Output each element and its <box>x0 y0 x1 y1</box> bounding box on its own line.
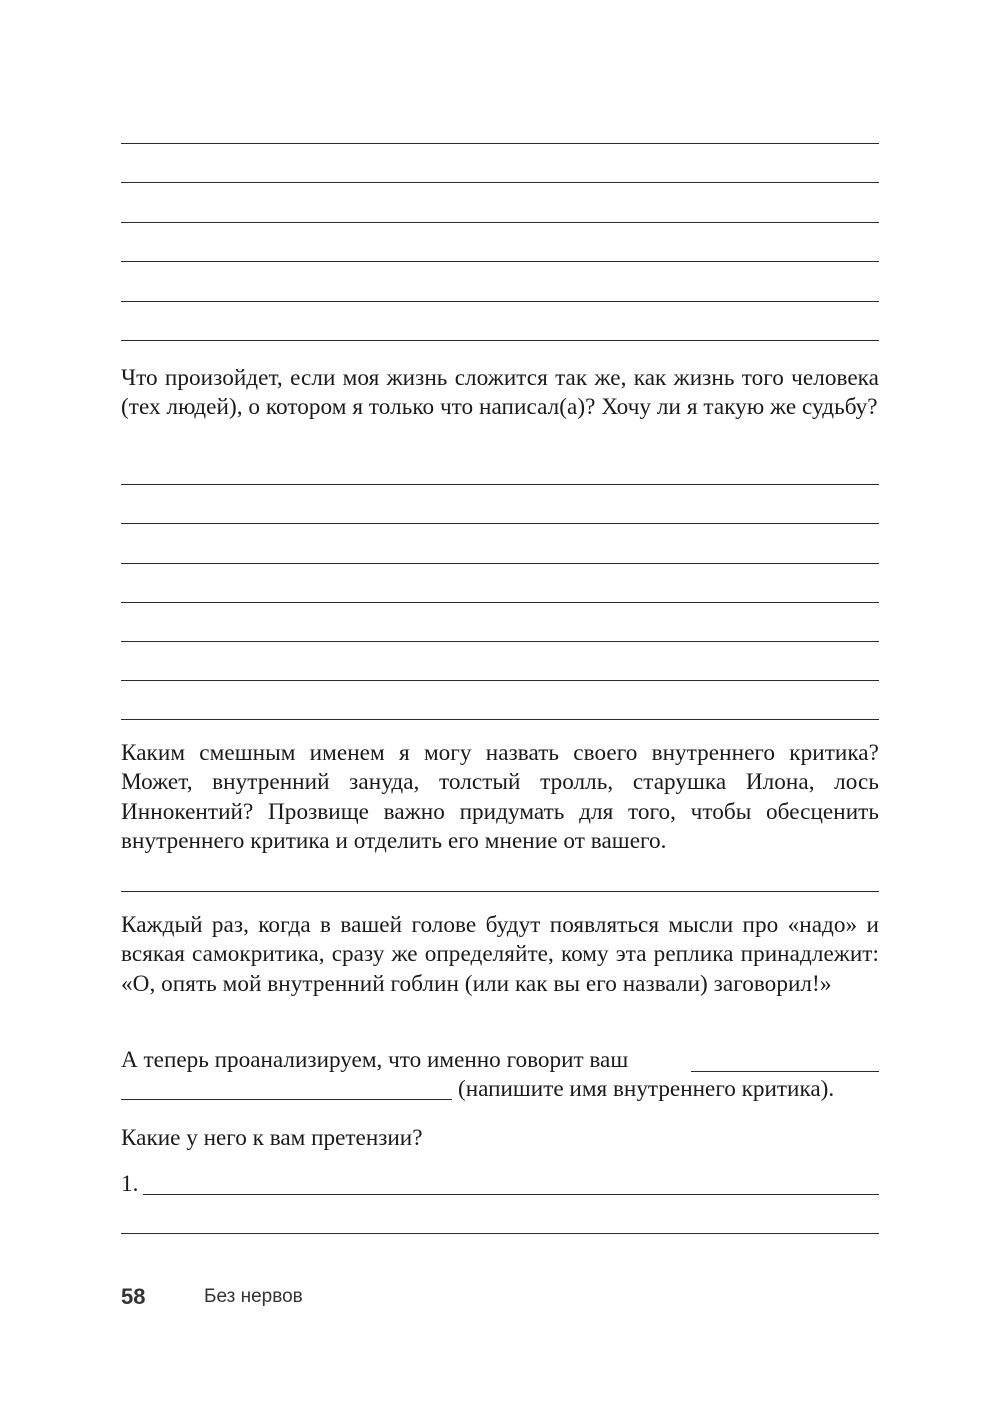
analyze-suffix: (напишите имя внутреннего критика). <box>458 1076 835 1102</box>
answer-line[interactable] <box>121 261 879 262</box>
answer-line[interactable] <box>143 1194 879 1195</box>
question-text: Что произойдет, если моя жизнь сложится так же, как жизнь того человека (тех людей), о котором я только что написал(а)? Хочу ли я такую же судьбу? <box>121 365 879 421</box>
book-title: Без нервов <box>204 1286 303 1307</box>
answer-line[interactable] <box>121 523 879 524</box>
answer-line[interactable] <box>121 484 879 485</box>
question-text: Каким смешным именем я могу назвать своего внутреннего критика? Может, внутренний зануда, толстый тролль, старушка Илона, лось Иннокентий? Прозвище важно придумать для того, чтобы обесценить внутреннего критика и отделить его мнение от вашего. <box>121 740 879 854</box>
answer-line[interactable] <box>121 1233 879 1234</box>
claims-question: Какие у него к вам претензии? <box>121 1125 423 1151</box>
answer-line[interactable] <box>121 340 879 341</box>
numbered-item <box>121 1170 138 1199</box>
item-number: 1. <box>121 1171 139 1197</box>
answer-line[interactable] <box>121 891 879 892</box>
answer-line[interactable] <box>121 143 879 144</box>
analyze-line-2 <box>458 1075 879 1104</box>
answer-line[interactable] <box>121 602 879 603</box>
answer-line[interactable] <box>121 719 879 720</box>
instruction-paragraph: Каждый раз, когда в вашей голове будут появляться мысли про «надо» и всякая самокритика, сразу же определяйте, кому эта реплика принадлежит: «О, опять мой внутренний гоблин (или как вы его назвали) заговорил!» <box>121 912 879 997</box>
answer-line[interactable] <box>121 182 879 183</box>
answer-line[interactable] <box>121 222 879 223</box>
answer-line[interactable] <box>121 680 879 681</box>
analyze-prefix: А теперь проанализируем, что именно говорит ваш <box>121 1047 629 1073</box>
page-number: 58 <box>121 1284 146 1309</box>
answer-line[interactable] <box>121 641 879 642</box>
critic-name-blank-continued[interactable] <box>121 1099 452 1100</box>
critic-name-blank[interactable] <box>691 1071 879 1072</box>
answer-line[interactable] <box>121 301 879 302</box>
answer-line[interactable] <box>121 563 879 564</box>
